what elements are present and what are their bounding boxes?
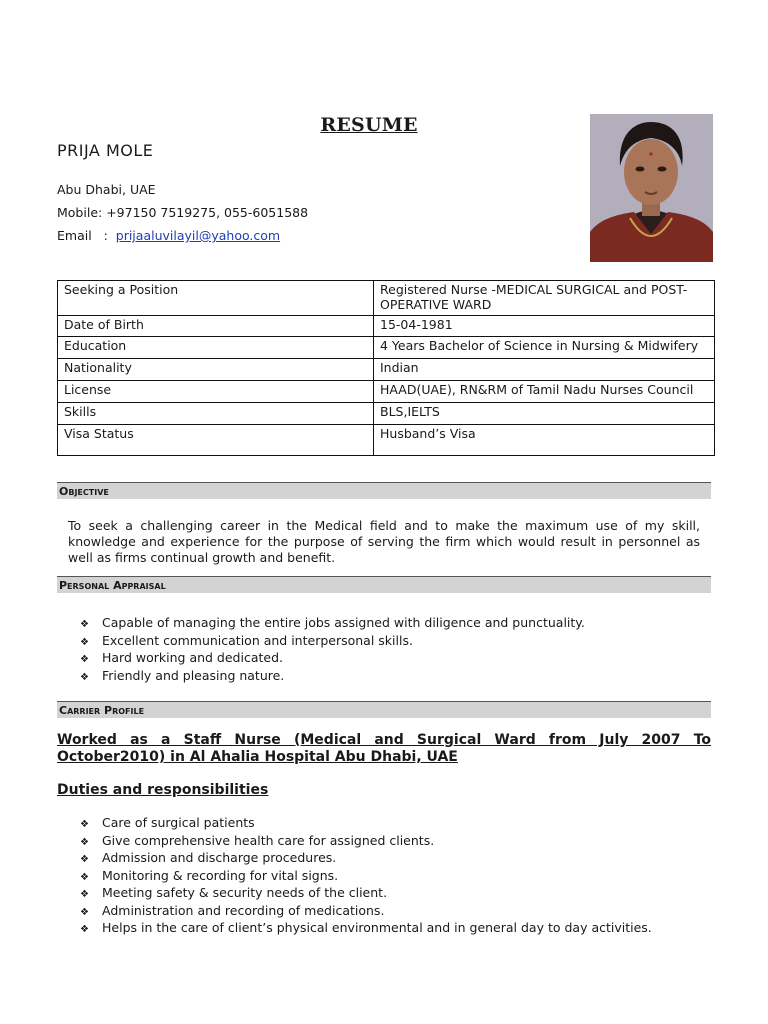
list-item: ❖ Monitoring & recording for vital signs. — [80, 868, 652, 886]
table-key: Date of Birth — [58, 316, 374, 337]
section-objective-heading: Objective — [57, 482, 711, 499]
duties-list — [80, 815, 652, 938]
resume-title: RESUME — [320, 114, 418, 136]
table-key: License — [58, 381, 374, 403]
list-item: ❖ Helps in the care of client’s physical environmental and in general day to day activities. — [80, 920, 652, 938]
duties-heading: Duties and responsibilities — [57, 782, 269, 798]
table-value: BLS,IELTS — [374, 403, 715, 425]
table-row — [58, 281, 715, 316]
bullet-icon: ❖ — [80, 636, 89, 648]
list-item: ❖ Give comprehensive health care for assigned clients. — [80, 833, 652, 851]
table-value: 15-04-1981 — [374, 316, 715, 337]
table-key: Seeking a Position — [58, 281, 374, 316]
table-key: Visa Status — [58, 425, 374, 456]
email-row — [57, 228, 280, 243]
list-item: ❖ Admission and discharge procedures. — [80, 850, 652, 868]
profile-photo — [590, 114, 713, 262]
bullet-icon: ❖ — [80, 854, 89, 865]
list-item: ❖ Excellent communication and interpersonal skills. — [80, 633, 585, 651]
bullet-icon: ❖ — [80, 819, 89, 830]
objective-text: To seek a challenging career in the Medical field and to make the maximum use of my skill, knowledge and experience for the purpose of serving the firm which would result in personnel as well as firms continual growth and benefit. — [68, 518, 700, 565]
list-item: ❖ Hard working and dedicated. — [80, 650, 585, 668]
table-value: Registered Nurse -MEDICAL SURGICAL and POST-OPERATIVE WARD — [374, 281, 715, 316]
table-value: 4 Years Bachelor of Science in Nursing & Midwifery — [374, 337, 715, 359]
table-key: Skills — [58, 403, 374, 425]
table-row — [58, 403, 715, 425]
email-link[interactable]: prijaaluvilayil@yahoo.com — [115, 228, 281, 243]
list-item: ❖ Meeting safety & security needs of the client. — [80, 885, 652, 903]
table-key: Nationality — [58, 359, 374, 381]
candidate-name: PRIJA MOLE — [57, 141, 154, 160]
location-text: Abu Dhabi, UAE — [57, 182, 156, 197]
table-row — [58, 316, 715, 337]
bullet-icon: ❖ — [80, 889, 89, 900]
work-experience-heading: Worked as a Staff Nurse (Medical and Surgical Ward from July 2007 To October2010) in Al Ahalia Hospital Abu Dhabi, UAE — [57, 732, 711, 765]
appraisal-list — [80, 615, 585, 685]
bullet-icon: ❖ — [80, 871, 89, 883]
table-key: Education — [58, 337, 374, 359]
section-profile-heading: Carrier Profile — [57, 701, 711, 718]
bullet-icon: ❖ — [80, 619, 89, 630]
bullet-icon: ❖ — [80, 924, 89, 935]
bullet-icon: ❖ — [80, 671, 89, 683]
table-value: HAAD(UAE), RN&RM of Tamil Nadu Nurses Council — [374, 381, 715, 403]
bullet-icon: ❖ — [80, 836, 89, 848]
table-row — [58, 337, 715, 359]
mobile-text: Mobile: +97150 7519275, 055-6051588 — [57, 205, 309, 220]
table-row — [58, 425, 715, 456]
portrait-image — [590, 114, 713, 262]
list-item: ❖ Care of surgical patients — [80, 815, 652, 833]
list-item: ❖ Capable of managing the entire jobs assigned with diligence and punctuality. — [80, 615, 585, 633]
table-value: Indian — [374, 359, 715, 381]
list-item: ❖ Friendly and pleasing nature. — [80, 668, 585, 686]
bullet-icon: ❖ — [80, 654, 89, 665]
email-label: Email : — [57, 228, 116, 243]
table-value: Husband’s Visa — [374, 425, 715, 456]
table-row — [58, 381, 715, 403]
bullet-icon: ❖ — [80, 906, 89, 918]
list-item: ❖ Administration and recording of medications. — [80, 903, 652, 921]
section-appraisal-heading: Personal Appraisal — [57, 576, 711, 593]
table-row — [58, 359, 715, 381]
info-table — [57, 280, 715, 456]
